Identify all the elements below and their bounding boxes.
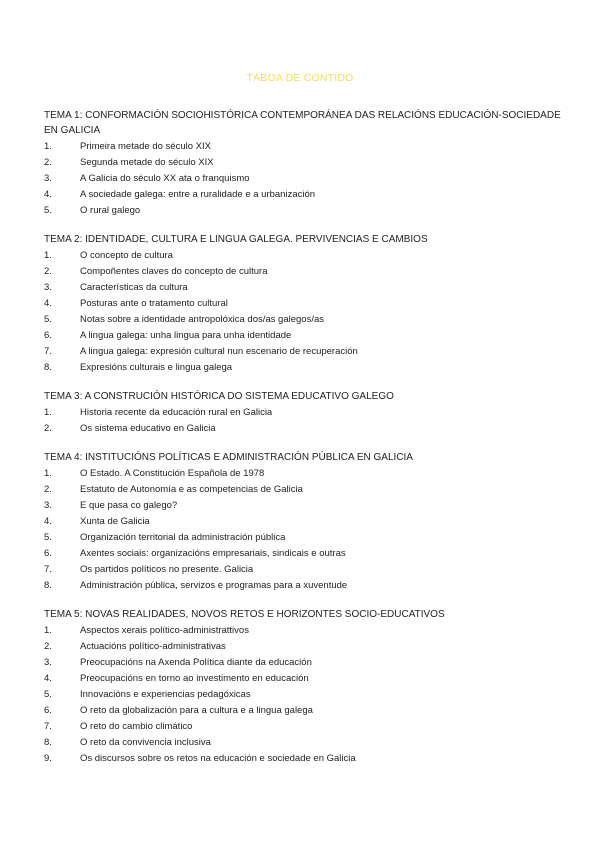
item-number: 3. [44, 657, 52, 668]
list-item [44, 562, 564, 578]
item-text: O reto do cambio climático [80, 721, 193, 732]
item-number: 3. [44, 282, 52, 293]
toc-title: TÁBOA DE CONTIDO [246, 72, 354, 84]
item-number: 5. [44, 689, 52, 700]
section-heading: TEMA 1: CONFORMACIÓN SOCIOHISTÓRICA CONTEMPORÁNEA DAS RELACIÓNS EDUCACIÓN-SOCIEDADE EN GALICIA [44, 110, 561, 136]
item-text: E que pasa co galego? [80, 500, 178, 511]
list-item [44, 171, 564, 187]
item-text: Características da cultura [80, 282, 188, 293]
list-item [44, 328, 564, 344]
item-number: 5. [44, 532, 52, 543]
item-text: Estatuto de Autonomía e as competencias de Galicia [80, 484, 303, 495]
list-item [44, 623, 564, 639]
item-number: 7. [44, 346, 52, 357]
list-item [44, 719, 564, 735]
item-number: 6. [44, 330, 52, 341]
section-heading: TEMA 5: NOVAS REALIDADES, NOVOS RETOS E HORIZONTES SOCIO-EDUCATIVOS [44, 609, 445, 620]
item-number: 2. [44, 157, 52, 168]
list-item [44, 360, 564, 376]
item-number: 9. [44, 753, 52, 764]
toc-section [44, 232, 564, 376]
list-item [44, 344, 564, 360]
list-item [44, 264, 564, 280]
item-text: Os sistema educativo en Galicia [80, 423, 216, 434]
list-item [44, 751, 564, 767]
item-number: 6. [44, 705, 52, 716]
item-number: 2. [44, 484, 52, 495]
item-text: Preocupacións en torno ao investimento en educación [80, 673, 309, 684]
list-item [44, 735, 564, 751]
list-item [44, 671, 564, 687]
item-number: 4. [44, 673, 52, 684]
item-number: 6. [44, 548, 52, 559]
item-number: 1. [44, 250, 52, 261]
item-text: Os partidos políticos no presente. Galicia [80, 564, 254, 575]
item-text: Innovacións e experiencias pedagóxicas [80, 689, 251, 700]
item-text: Expresións culturais e lingua galega [80, 362, 233, 373]
list-item [44, 296, 564, 312]
item-text: A Galicia do século XX ata o franquismo [80, 173, 250, 184]
item-number: 2. [44, 641, 52, 652]
item-text: Aspectos xerais político-administrattivos [80, 625, 249, 636]
list-item [44, 203, 564, 219]
item-text: O reto da convivencia inclusiva [80, 737, 211, 748]
list-item [44, 155, 564, 171]
list-item [44, 578, 564, 594]
item-number: 1. [44, 407, 52, 418]
item-text: Actuacións político-administrativas [80, 641, 226, 652]
item-text: Os discursos sobre os retos na educación e sociedade en Galicia [80, 753, 356, 764]
list-item [44, 466, 564, 482]
toc-section [44, 607, 564, 767]
item-text: O Estado. A Constitución Española de 1978 [80, 468, 265, 479]
toc-section [44, 108, 564, 219]
list-item [44, 530, 564, 546]
item-text: Posturas ante o tratamento cultural [80, 298, 228, 309]
section-heading: TEMA 2: IDENTIDADE, CULTURA E LINGUA GALEGA. PERVIVENCIAS E CAMBIOS [44, 234, 428, 245]
item-text: A sociedade galega: entre a ruralidade e a urbanización [80, 189, 316, 200]
item-text: O rural galego [80, 205, 141, 216]
list-item [44, 703, 564, 719]
item-number: 3. [44, 173, 52, 184]
toc-section [44, 450, 564, 594]
list-item [44, 498, 564, 514]
list-item [44, 312, 564, 328]
item-number: 1. [44, 141, 52, 152]
item-text: A lingua galega: expresión cultural nun escenario de recuperación [80, 346, 358, 357]
list-item [44, 482, 564, 498]
item-number: 5. [44, 314, 52, 325]
list-item [44, 546, 564, 562]
item-number: 4. [44, 298, 52, 309]
item-text: Axentes sociais: organizacións empresariais, sindicais e outras [80, 548, 346, 559]
item-text: Administración pública, servizos e programas para a xuventude [80, 580, 348, 591]
item-number: 2. [44, 423, 52, 434]
item-number: 1. [44, 625, 52, 636]
table-of-contents [44, 108, 564, 780]
list-item [44, 655, 564, 671]
item-number: 1. [44, 468, 52, 479]
list-item [44, 514, 564, 530]
list-item [44, 639, 564, 655]
item-text: Organización territorial da administración pública [80, 532, 286, 543]
toc-section [44, 389, 564, 437]
item-number: 7. [44, 721, 52, 732]
item-number: 8. [44, 362, 52, 373]
list-item [44, 687, 564, 703]
item-number: 4. [44, 189, 52, 200]
item-text: Xunta de Galicia [80, 516, 150, 527]
list-item [44, 421, 564, 437]
item-text: Segunda metade do século XIX [80, 157, 214, 168]
item-number: 7. [44, 564, 52, 575]
item-text: Preocupacións na Axenda Política diante da educación [80, 657, 312, 668]
item-number: 4. [44, 516, 52, 527]
item-number: 8. [44, 737, 52, 748]
item-number: 3. [44, 500, 52, 511]
list-item [44, 187, 564, 203]
item-text: Compoñentes claves do concepto de cultura [80, 266, 268, 277]
list-item [44, 248, 564, 264]
item-text: O concepto de cultura [80, 250, 173, 261]
item-text: Historia recente da educación rural en Galicia [80, 407, 273, 418]
item-text: O reto da globalización para a cultura e a lingua galega [80, 705, 313, 716]
list-item [44, 280, 564, 296]
item-number: 8. [44, 580, 52, 591]
item-text: A lingua galega: unha lingua para unha identidade [80, 330, 292, 341]
section-heading: TEMA 3: A CONSTRUCIÓN HISTÓRICA DO SISTEMA EDUCATIVO GALEGO [44, 391, 394, 402]
list-item [44, 405, 564, 421]
item-text: Primeira metade do século XIX [80, 141, 211, 152]
list-item [44, 139, 564, 155]
item-number: 5. [44, 205, 52, 216]
section-heading: TEMA 4: INSTITUCIÓNS POLÍTICAS E ADMINISTRACIÓN PÚBLICA EN GALICIA [44, 452, 413, 463]
item-number: 2. [44, 266, 52, 277]
item-text: Notas sobre a identidade antropolóxica dos/as galegos/as [80, 314, 324, 325]
